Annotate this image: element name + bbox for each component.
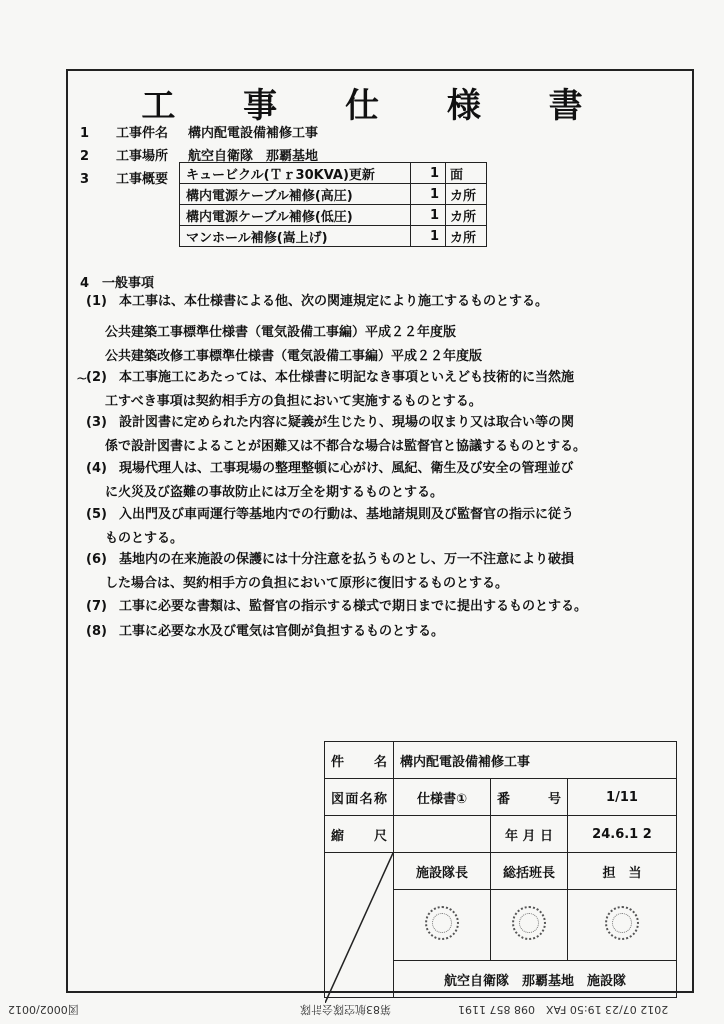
para-text: 工事に必要な水及び電気は官側が負担するものとする。 [119,624,445,639]
scope-qty: 1 [411,184,446,205]
para-number: (4) [86,461,107,476]
para-text-cont: ものとする。 [105,530,184,546]
scope-item: マンホール補修(嵩上げ) [180,226,411,247]
para-text: 設計図書に定められた内容に疑義が生じたり、現場の収まり又は取合い等の関 [119,415,575,430]
para-text-cont: に火災及び盗難の事故防止には万全を期するものとする。 [105,484,444,500]
para-text-cont: 工すべき事項は契約相手方の負担において実施するものとする。 [105,393,482,409]
scope-table [179,162,487,247]
title-block [324,741,677,998]
scope-unit: カ所 [446,205,487,226]
drawing-value: 仕様書① [394,779,491,816]
scope-row [180,226,487,247]
scope-row [180,205,487,226]
para-number: (7) [86,599,107,614]
item-2-num: 2 [80,149,90,164]
scope-row [180,184,487,205]
general-para [86,620,672,644]
general-para [86,548,672,595]
fax-header: 2012 07/23 19:50 FAX 098 857 1191 [458,1003,669,1016]
scope-unit: カ所 [446,226,487,247]
name-value: 構内配電設備補修工事 [394,742,677,779]
number-label: 番 号 [491,779,568,816]
para-number: (8) [86,624,107,639]
para-text-cont: 係で設計図書によることが困難又は不都合な場合は監督官と協議するものとする。 [105,438,587,454]
seal-stamp [512,906,546,940]
item-1-label: 工事件名 [116,126,169,141]
item-1-num: 1 [80,126,90,141]
scale-value [394,816,491,853]
scope-qty: 1 [411,226,446,247]
document-title: 工 事 仕 様 書 [141,86,611,126]
general-para [86,290,672,314]
item-1-value: 構内配電設備補修工事 [188,126,319,141]
name-label: 件 名 [325,742,394,779]
drawing-label: 図面名称 [325,779,394,816]
item-3-label: 工事概要 [116,172,169,187]
sig-box-2 [491,890,568,961]
para-number: (1) [86,294,107,309]
item-2-label: 工事場所 [116,149,169,164]
fax-sender: 第83航空隊会計隊 [300,1003,391,1016]
para-number: (3) [86,415,107,430]
general-para [86,411,672,458]
date-value: 24.6.1 2 [568,816,677,853]
item-3-num: 3 [80,172,90,187]
sig-label-1: 施設隊長 [394,853,491,890]
general-para [86,457,672,504]
sig-label-2: 総括班長 [491,853,568,890]
scope-row [180,163,487,184]
item-2-value: 航空自衛隊 那覇基地 [188,149,319,164]
scope-item: 構内電源ケーブル補修(低圧) [180,205,411,226]
standard-line: 公共建築改修工事標準仕様書（電気設備工事編）平成２２年度版 [105,349,483,364]
sig-box-3 [568,890,677,961]
item-1 [80,122,318,141]
number-value: 1/11 [568,779,677,816]
diagonal-line [325,853,393,1003]
scope-qty: 1 [411,205,446,226]
general-para [86,366,672,413]
scope-unit: 面 [446,163,487,184]
fax-page-counter: 図0002/0012 [8,1003,79,1016]
para-number: (2) [86,370,107,385]
para-text-cont: した場合は、契約相手方の負担において原形に復旧するものとする。 [105,575,509,591]
standard-line: 公共建築工事標準仕様書（電気設備工事編）平成２２年度版 [105,325,457,340]
general-heading: 4 一般事項 [80,276,155,291]
general-para [86,503,672,550]
scope-item: 構内電源ケーブル補修(高圧) [180,184,411,205]
general-para [86,595,672,619]
para-text: 現場代理人は、工事現場の整理整頓に心がけ、風紀、衛生及び安全の管理並び [119,461,574,476]
para-number: (5) [86,507,107,522]
para-text: 工事に必要な書類は、監督官の指示する様式で期日までに提出するものとする。 [119,599,588,614]
item-3 [80,168,188,187]
diagonal-cell [325,853,394,998]
para-text: 基地内の在来施設の保護には十分注意を払うものとし、万一不注意により破損 [119,552,575,567]
date-label: 年 月 日 [491,816,568,853]
para-text: 入出門及び車両運行等基地内での行動は、基地諸規則及び監督官の指示に従う [119,507,575,522]
sig-label-3: 担 当 [568,853,677,890]
scope-unit: カ所 [446,184,487,205]
organization: 航空自衛隊 那覇基地 施設隊 [394,961,677,998]
para-number: (6) [86,552,107,567]
scope-qty: 1 [411,163,446,184]
seal-stamp [605,906,639,940]
pen-mark: ~ [76,371,88,387]
scope-item: キュービクル(Ｔｒ30KVA)更新 [180,163,411,184]
sig-box-1 [394,890,491,961]
scale-label: 縮 尺 [325,816,394,853]
para-text: 本工事施工にあたっては、本仕様書に明記なき事項といえども技術的に当然施 [119,370,575,385]
seal-stamp [425,906,459,940]
para-text: 本工事は、本仕様書による他、次の関連規定により施工するものとする。 [119,294,549,309]
